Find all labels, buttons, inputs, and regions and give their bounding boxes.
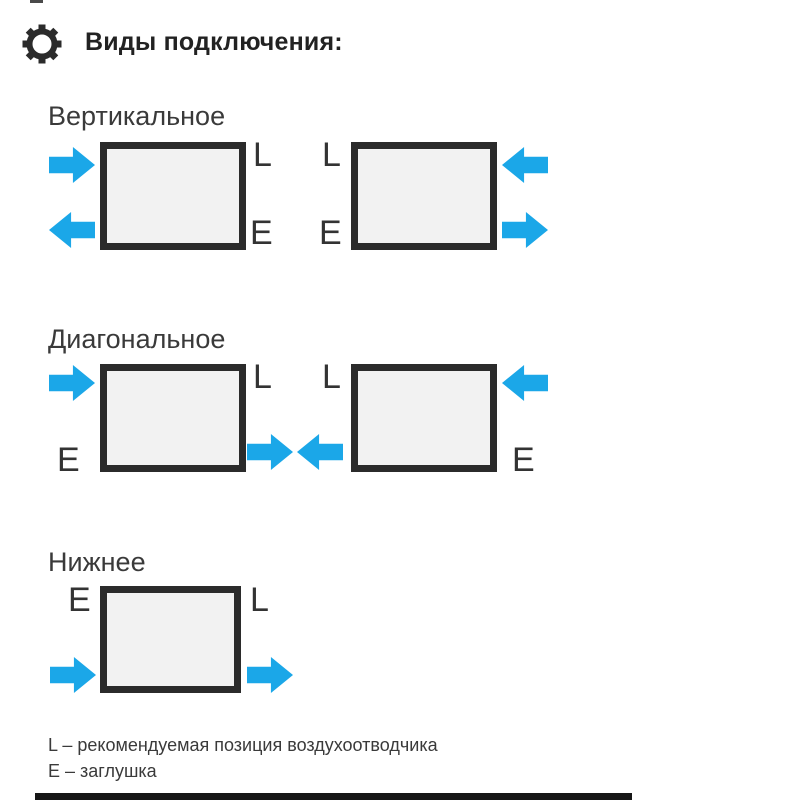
flow-in-arrow-icon: [502, 147, 548, 183]
radiator-rect: [100, 586, 241, 693]
flow-out-arrow-icon: [502, 212, 548, 248]
flow-out-arrow-icon: [297, 434, 343, 470]
air-vent-label: L: [322, 358, 341, 396]
section-title: Вертикальное: [48, 101, 226, 131]
cropped-bottom-fragment: [35, 793, 632, 800]
flow-in-arrow-icon: [49, 365, 95, 401]
flow-in-arrow-icon: [502, 365, 548, 401]
plug-label: E: [57, 441, 80, 479]
radiator-rect: [100, 364, 246, 472]
air-vent-label: L: [253, 358, 272, 396]
gear-icon: [22, 24, 62, 64]
radiator-rect: [351, 142, 497, 250]
radiator-rect: [351, 364, 497, 472]
plug-label: E: [319, 214, 342, 252]
plug-label: E: [512, 441, 535, 479]
flow-in-arrow-icon: [50, 657, 96, 693]
flow-out-arrow-icon: [49, 212, 95, 248]
plug-label: E: [250, 214, 273, 252]
section-title: Нижнее: [48, 547, 146, 577]
air-vent-label: L: [253, 136, 272, 174]
section-title: Диагональное: [48, 324, 226, 354]
page-title: Виды подключения:: [85, 28, 343, 56]
air-vent-label: L: [322, 136, 341, 174]
air-vent-label: L: [250, 581, 269, 619]
cropped-top-fragment: [30, 0, 43, 3]
plug-label: E: [68, 581, 91, 619]
flow-out-arrow-icon: [247, 434, 293, 470]
legend-line-air-vent: L – рекомендуемая позиция воздухоотводчика: [48, 735, 438, 755]
flow-in-arrow-icon: [49, 147, 95, 183]
flow-out-arrow-icon: [247, 657, 293, 693]
legend-line-plug: Е – заглушка: [48, 761, 157, 781]
radiator-rect: [100, 142, 246, 250]
